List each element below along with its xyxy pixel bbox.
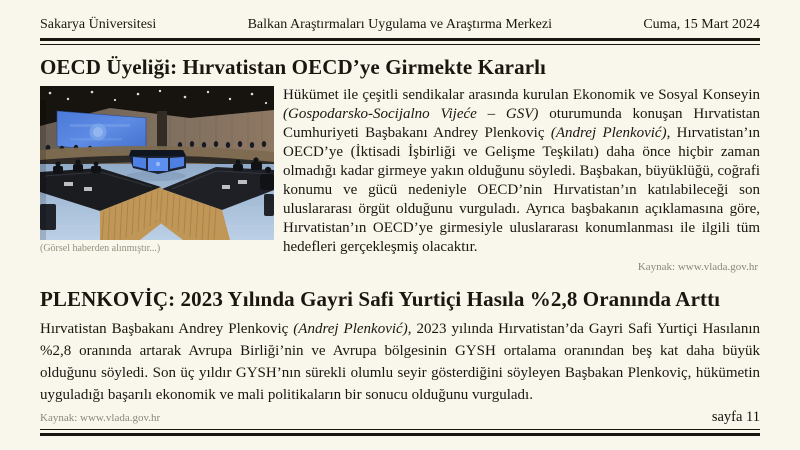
article-2-body: Hırvatistan Başbakanı Andrey Plenkoviç (Andrej Plenković), 2023 yılında Hırvatistan’da Gayri Safi Yurtiçi Hasılanın %2,8 oranında artarak Avrupa Birliği’nin ve Avrupa bölgesinin GYSH ortalama oranından beş kat daha büyük olduğunu söyledi. Son üç yıldır GYSH’nın sürekli olumlu seyir gösterdiğini söyleyen Başbakan Plenkoviç, hükümetin uyguladığı başarılı ekonomik ve mali politikaların bir sonucu olduğunu vurguladı. [40, 321, 760, 403]
article-1-figure [40, 86, 274, 254]
article-2-source: Kaynak: www.vlada.gov.hr [40, 412, 161, 424]
center-podium [126, 150, 186, 181]
article-1-title: OECD Üyeliği: Hırvatistan OECD’ye Girmekte Kararlı [40, 55, 546, 79]
page-footer [40, 409, 760, 426]
article-2-title: PLENKOVİÇ: 2023 Yılında Gayri Safi Yurtiçi Hasıla %2,8 Oranında Arttı [40, 287, 721, 311]
conference-room-photo [40, 86, 274, 240]
bottom-divider [40, 429, 760, 436]
article-1-source: Kaynak: www.vlada.gov.hr [637, 261, 758, 273]
masthead-center-title: Balkan Araştırmaları Uygulama ve Araştırma Merkezi [247, 17, 552, 32]
article-2 [40, 286, 760, 426]
top-divider [40, 38, 760, 45]
photo-vignette [40, 100, 46, 240]
masthead-university: Sakarya Üniversitesi [40, 17, 157, 32]
article-1 [40, 54, 760, 273]
masthead-date: Cuma, 15 Mart 2024 [643, 17, 760, 32]
wall-column [157, 111, 167, 151]
page-number: sayfa 11 [711, 409, 760, 425]
masthead [40, 17, 760, 33]
article-1-body: Hükümet ile çeşitli sendikalar arasında kurulan Ekonomik ve Sosyal Konseyin (Gospodarsko-Socijalno Vijeće – GSV) oturumunda konuşan Hırvatistan Cumhuriyeti Başbakanı Andrey Plenkoviç (Andrej Plenković), Hırvatistan’ın OECD’ye (İktisadi İşbirliği ve Gelişme Teşkilatı) daha önce hiçbir zaman olmadığı kadar girmeye yakın olduğunu söyledi. Başbakan, büyüklüğü, coğrafi konumu ve gücü nedeniyle OECD’nin Hırvatistan’ın katılabileceği son uluslararası örgüt olduğunu vurguladı. Ayrıca başbakanın açıklamasına göre, Hırvatistan’ın OECD’ye girmesiyle uluslararası konumlanması ile ilgili tüm hedefleri gerçekleşmiş olacaktır. [283, 87, 760, 255]
article-1-image-caption: (Görsel haberden alınmıştır...) [40, 243, 161, 254]
